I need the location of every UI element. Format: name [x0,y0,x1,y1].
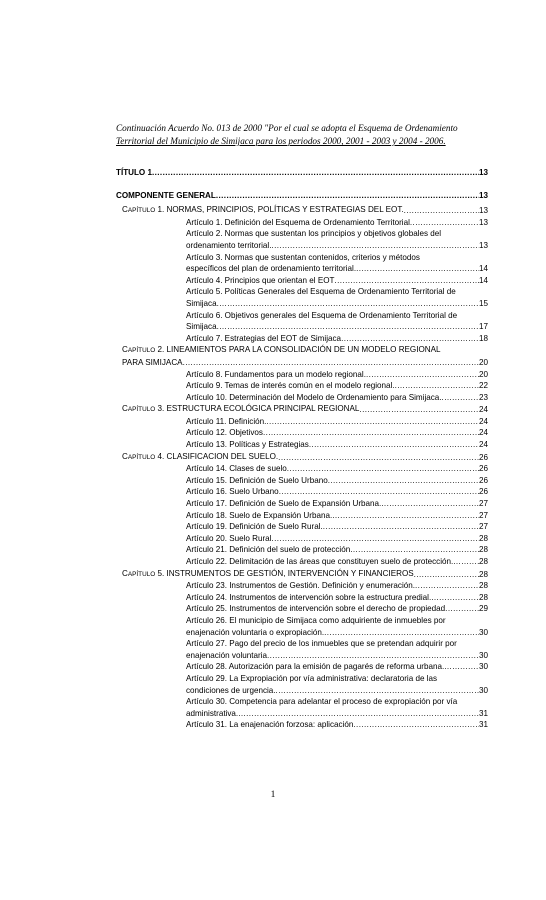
toc-articulo-4[interactable]: Artículo 4. Principios que orientan el EOT ..... 14 [116,275,488,287]
toc-articulo-15[interactable]: Artículo 15. Definición de Suelo Urbano ..... 26 [116,475,488,487]
header-line-2: Territorial del Municipio de Simijaca para los periodos 2000, 2001 - 2003 y 2004 - 2006. [116,136,446,146]
toc-articulo-22[interactable]: Artículo 22. Delimitación de las áreas que constituyen suelo de protección. ..... 28 [116,556,488,568]
document-header [116,122,488,148]
toc-titulo[interactable]: TÍTULO 1 ..... 13 [116,167,488,179]
toc-articulo-7[interactable]: Artículo 7. Estrategias del EOT de Simijaca ..... 18 [116,333,488,345]
toc-articulo-31[interactable]: Artículo 31. La enajenación forzosa: aplicación ..... 31 [116,719,488,731]
toc-articulo-1[interactable]: Artículo 1. Definición del Esquema de Ordenamiento Territorial ..... 13 [116,217,488,229]
toc-articulo-26[interactable]: Artículo 26. El municipio de Simijaca como adquiriente de inmuebles por enajenación voluntaria o expropiación. ..... 30 [116,615,488,638]
toc-capitulo-1[interactable]: CAPÍTULO 1. NORMAS, PRINCIPIOS, POLÍTICAS Y ESTRATEGIAS DEL EOT. ..... 13 [116,204,488,217]
toc-articulo-24[interactable]: Artículo 24. Instrumentos de intervención sobre la estructura predial. ..... 28 [116,592,488,604]
toc-articulo-29[interactable]: Artículo 29. La Expropiación por vía administrativa: declaratoria de las condiciones de urgencia. ..... 30 [116,673,488,696]
toc-articulo-2[interactable]: Artículo 2. Normas que sustentan los principios y objetivos globales del ordenamiento territorial. ..... 13 [116,228,488,251]
toc-articulo-20[interactable]: Artículo 20. Suelo Rural ..... 28 [116,533,488,545]
toc-articulo-10[interactable]: Artículo 10. Determinación del Modelo de Ordenamiento para Simijaca. ..... 23 [116,392,488,404]
toc-articulo-19[interactable]: Artículo 19. Definición de Suelo Rural. ..... 27 [116,521,488,533]
toc-articulo-11[interactable]: Artículo 11. Definición. ..... 24 [116,416,488,428]
page-number: 1 [270,790,276,800]
toc-articulo-17[interactable]: Artículo 17. Definición de Suelo de Expansión Urbana. ..... 27 [116,498,488,510]
toc-articulo-13[interactable]: Artículo 13. Políticas y Estrategias ..... 24 [116,439,488,451]
toc-componente-general[interactable]: COMPONENTE GENERAL ..... 13 [116,190,488,202]
toc-capitulo-3[interactable]: CAPÍTULO 3. ESTRUCTURA ECOLÓGICA PRINCIPAL REGIONAL ..... 24 [116,403,488,416]
toc-articulo-25[interactable]: Artículo 25. Instrumentos de intervención sobre el derecho de propiedad ..... 29 [116,603,488,615]
toc-articulo-12[interactable]: Artículo 12. Objetivos ..... 24 [116,427,488,439]
table-of-contents [116,167,488,731]
toc-capitulo-4[interactable]: CAPÍTULO 4. CLASIFICACION DEL SUELO. ..... 26 [116,451,488,464]
toc-articulo-3[interactable]: Artículo 3. Normas que sustentan contenidos, criterios y métodos específicos del plan de ordenamiento territorial. ..... 14 [116,252,488,275]
toc-articulo-18[interactable]: Artículo 18. Suelo de Expansión Urbana. ..... 27 [116,510,488,522]
toc-articulo-28[interactable]: Artículo 28. Autorización para la emisión de pagarés de reforma urbana. ..... 30 [116,661,488,673]
header-line-1: Continuación Acuerdo No. 013 de 2000 "Por el cual se adopta el Esquema de Ordenamiento [116,123,458,133]
toc-articulo-23[interactable]: Artículo 23. Instrumentos de Gestión. Definición y enumeración. ..... 28 [116,580,488,592]
toc-articulo-21[interactable]: Artículo 21. Definición del suelo de protección ..... 28 [116,544,488,556]
toc-articulo-6[interactable]: Artículo 6. Objetivos generales del Esquema de Ordenamiento Territorial de Simijaca ..... 17 [116,310,488,333]
toc-capitulo-2[interactable]: CAPÍTULO 2. LINEAMIENTOS PARA LA CONSOLIDACIÓN DE UN MODELO REGIONAL PARA SIMIJACA ..... 20 [116,344,488,368]
toc-articulo-27[interactable]: Artículo 27. Pago del precio de los inmuebles que se pretendan adquirir por enajenación voluntaria ..... 30 [116,638,488,661]
toc-articulo-14[interactable]: Artículo 14. Clases de suelo ..... 26 [116,463,488,475]
toc-articulo-8[interactable]: Artículo 8. Fundamentos para un modelo regional. ..... 20 [116,369,488,381]
toc-articulo-5[interactable]: Artículo 5. Políticas Generales del Esquema de Ordenamiento Territorial de Simijaca ..... 15 [116,286,488,309]
toc-articulo-9[interactable]: Artículo 9. Temas de interés común en el modelo regional. ..... 22 [116,380,488,392]
toc-capitulo-5[interactable]: CAPÍTULO 5. INSTRUMENTOS DE GESTIÓN, INTERVENCIÓN Y FINANCIEROS ..... 28 [116,568,488,581]
toc-articulo-16[interactable]: Artículo 16. Suelo Urbano ..... 26 [116,486,488,498]
toc-articulo-30[interactable]: Artículo 30. Competencia para adelantar el proceso de expropiación por vía administrativa. ..... 31 [116,696,488,719]
